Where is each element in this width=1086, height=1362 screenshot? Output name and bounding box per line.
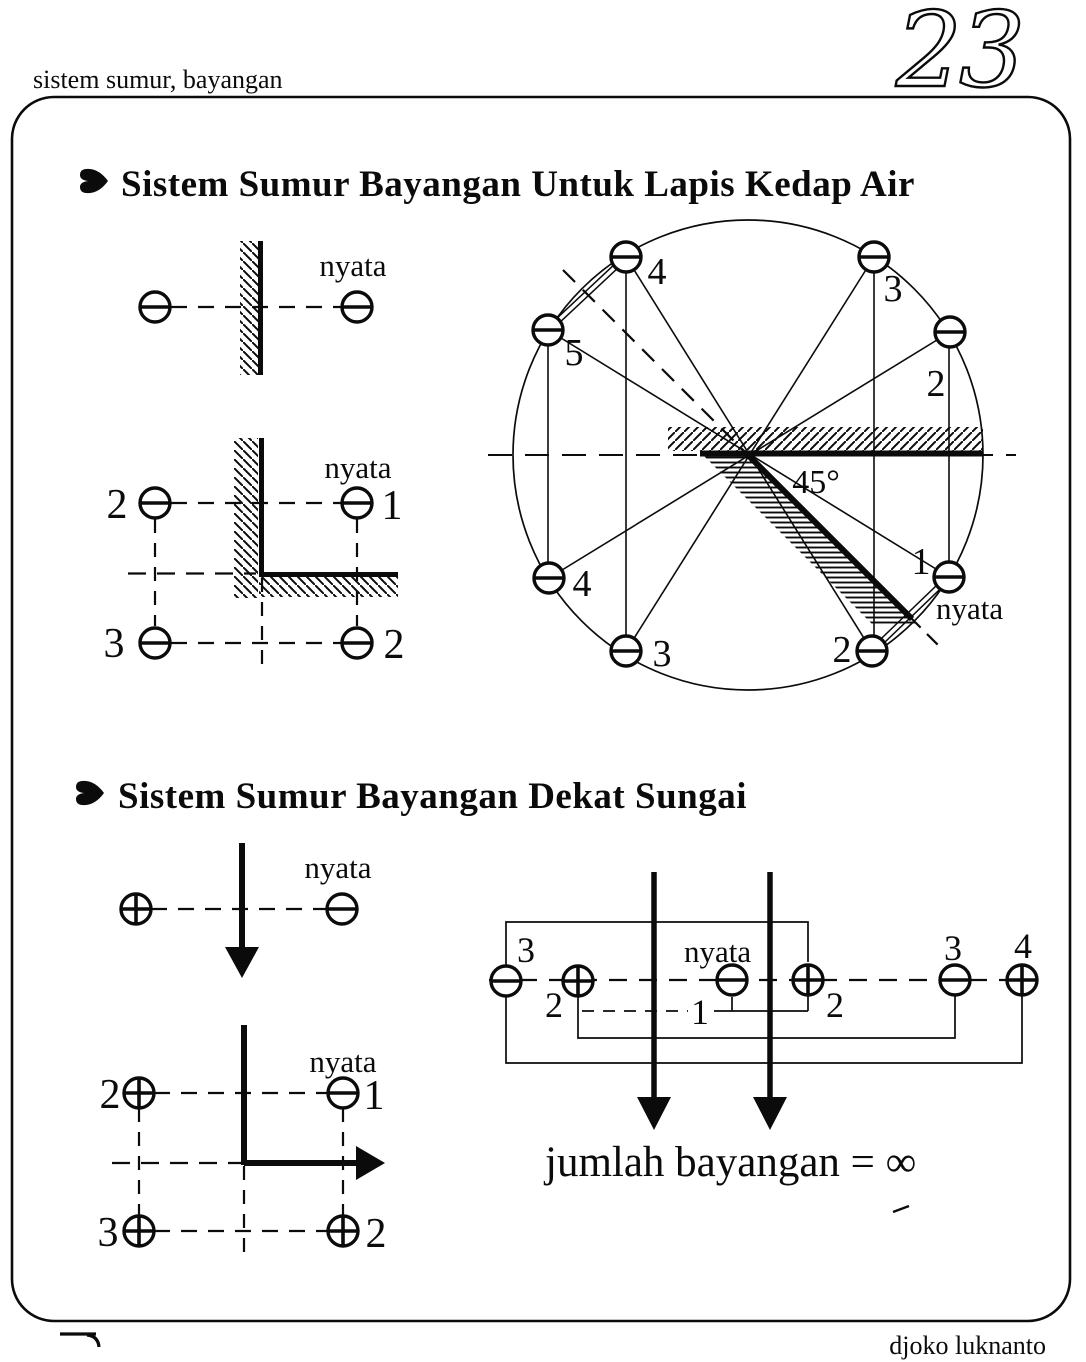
image-well-icon <box>140 292 170 322</box>
wall-hatch-horizontal <box>259 577 398 597</box>
real-well-icon <box>327 894 357 924</box>
page-number: 23 <box>896 0 1023 111</box>
well-number: 2 <box>383 622 405 668</box>
real-well-label: nyata <box>684 934 752 969</box>
river-flow-arrow-icon <box>356 1146 385 1180</box>
well-number: 3 <box>944 928 962 968</box>
well-number: 2 <box>365 1211 387 1257</box>
heart-bullet-icon <box>76 781 104 805</box>
image-well-icon <box>1007 965 1037 995</box>
river-flow-arrow-icon <box>753 1097 787 1130</box>
image-well-icon <box>121 894 151 924</box>
section-title: Sistem Sumur Bayangan Dekat Sungai <box>118 776 748 817</box>
real-well-label: nyata <box>309 1044 377 1079</box>
image-well-icon <box>857 636 887 666</box>
real-well-icon <box>717 965 747 995</box>
diagram-corner-wall <box>104 438 405 674</box>
image-well-icon <box>533 315 563 345</box>
well-number: 1 <box>381 483 403 529</box>
well-number: 1 <box>911 541 931 583</box>
well-number: 4 <box>1014 926 1032 966</box>
river-flow-arrow-icon <box>637 1097 671 1130</box>
diagram-corner-river <box>98 1025 387 1262</box>
well-number: 2 <box>99 1072 121 1118</box>
well-number: 3 <box>97 1210 119 1256</box>
content-border <box>12 97 1070 1321</box>
page-header-label: sistem sumur, bayangan <box>33 65 283 94</box>
image-well-icon <box>793 965 823 995</box>
diagram-straight-river <box>121 843 372 978</box>
image-well-icon <box>611 242 641 272</box>
well-number: 3 <box>103 621 125 667</box>
well-number: 2 <box>106 482 128 528</box>
image-well-icon <box>611 636 641 666</box>
well-number: 2 <box>826 985 844 1025</box>
image-well-icon <box>124 1078 154 1108</box>
real-well-label: nyata <box>936 591 1004 626</box>
section-title: Sistem Sumur Bayangan Untuk Lapis Kedap Air <box>121 164 915 205</box>
image-well-icon <box>140 628 170 658</box>
well-number: 5 <box>564 332 584 374</box>
diagram-straight-wall <box>140 241 387 375</box>
well-number: 2 <box>926 363 946 405</box>
image-well-icon <box>935 317 965 347</box>
image-well-icon <box>140 488 170 518</box>
well-number: 3 <box>652 633 672 675</box>
angle-label: 45° <box>792 464 840 501</box>
scan-mark-bottom-left <box>60 1334 99 1347</box>
diagram-parallel-rivers <box>489 872 1038 1186</box>
image-well-icon <box>124 1216 154 1246</box>
well-number: 3 <box>883 268 903 310</box>
footer-author: djoko luknanto <box>889 1331 1046 1360</box>
diagram-wedge-45 <box>488 220 1016 690</box>
river-flow-arrow-icon <box>225 947 259 978</box>
image-well-icon <box>940 965 970 995</box>
scan-speck <box>893 1206 909 1212</box>
wall-hatch-vertical <box>234 438 258 598</box>
image-well-icon <box>491 966 521 996</box>
image-pair-bracket-middle <box>578 996 955 1038</box>
image-well-icon <box>534 563 564 593</box>
real-well-label: nyata <box>324 450 392 485</box>
wall-hatch <box>240 241 259 375</box>
real-well-label: nyata <box>319 248 387 283</box>
well-number: 3 <box>517 930 535 970</box>
well-number: 1 <box>363 1073 385 1119</box>
real-well-icon <box>342 292 372 322</box>
real-well-icon <box>342 488 372 518</box>
image-well-icon <box>328 1216 358 1246</box>
real-well-label: nyata <box>304 850 372 885</box>
well-number: 1 <box>691 992 709 1032</box>
image-count-note: jumlah bayangan = ∞ <box>545 1139 917 1186</box>
heart-bullet-icon <box>80 169 108 193</box>
image-well-icon <box>342 628 372 658</box>
image-pair-bracket-inner <box>714 996 808 1011</box>
real-well-icon <box>934 562 964 592</box>
well-number: 2 <box>545 985 563 1025</box>
image-well-icon <box>563 966 593 996</box>
section-heading-river <box>76 776 747 817</box>
well-number: 4 <box>572 563 592 605</box>
well-number: 2 <box>832 629 852 671</box>
real-well-icon <box>328 1078 358 1108</box>
well-number: 4 <box>647 251 667 293</box>
horizontal-wall-hatch <box>668 427 983 451</box>
section-heading-impermeable <box>80 164 915 205</box>
